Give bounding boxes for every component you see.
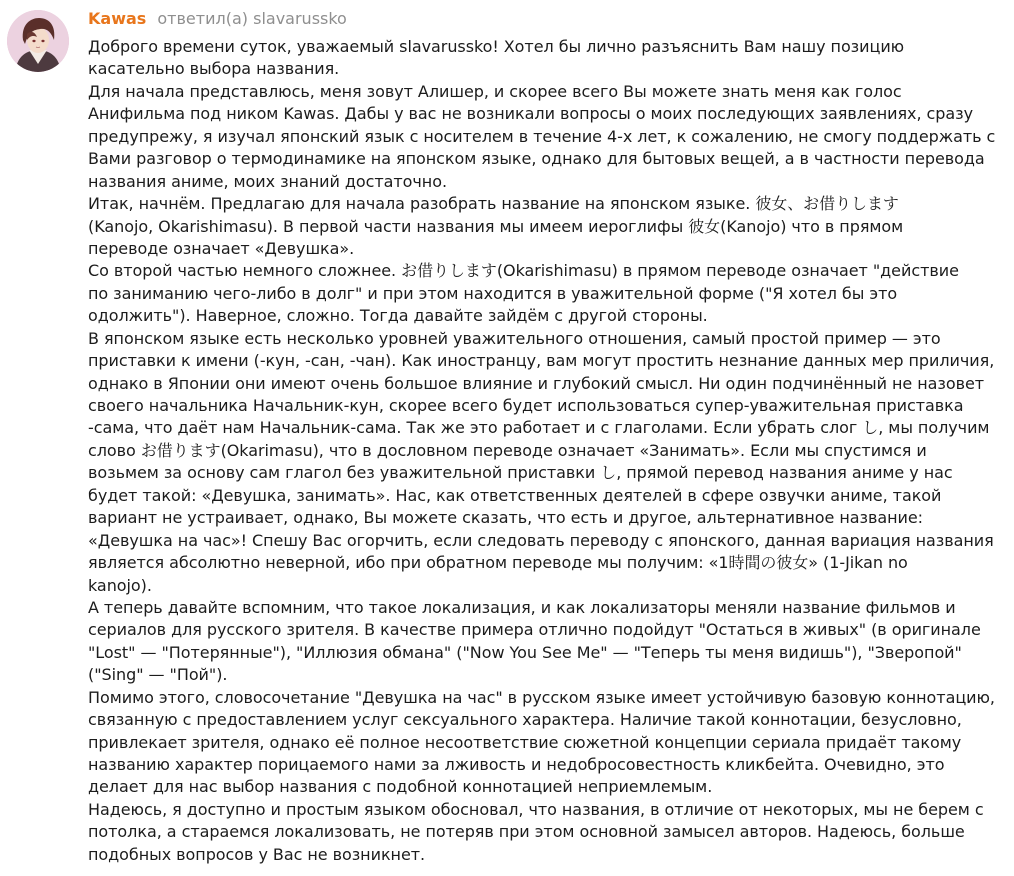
comment-line: привлекает зрителя, однако её полное несоответствие сюжетной концепции сериала придаёт такому — [88, 732, 962, 752]
comment-line: "Lost" — "Потерянные"), "Иллюзия обмана" ("Now You See Me" — "Теперь ты меня видишь"), "Зверопой" — [88, 642, 962, 662]
author-name[interactable]: Kawas — [88, 9, 147, 28]
comment-line: названия аниме, моих знаний достаточно. — [88, 171, 447, 191]
comment-line: связанную с предоставлением услуг сексуального характера. Наличие такой коннотации, безусловно, — [88, 710, 962, 730]
comment-line: -сама, что даёт нам Начальник-сама. Так же это работает и с глаголами. Если убрать слог し, мы получим — [88, 418, 990, 438]
comment-line: А теперь давайте вспомним, что такое локализация, и как локализаторы меняли название фильмов и — [88, 597, 956, 617]
user-avatar[interactable] — [7, 10, 69, 72]
comment-line: Доброго времени суток, уважаемый slavarussko! Хотел бы лично разъяснить Вам нашу позицию — [88, 37, 905, 56]
comment-line: «Девушка на час»! Спешу Вас огорчить, если следовать переводу с японского, данная вариация названия — [88, 530, 994, 550]
comment-line: будет такой: «Девушка, занимать». Нас, как ответственных деятелей в сфере озвучки аниме, такой — [88, 485, 942, 505]
comment-line: Для начала представлюсь, меня зовут Алишер, и скорее всего Вы можете знать меня как голос — [88, 81, 902, 101]
comment-line: Помимо этого, словосочетание "Девушка на час" в русском языке имеет устойчивую базовую коннотацию, — [88, 687, 995, 707]
comment-line: kanojo). — [88, 575, 152, 595]
comment-line: однако в Японии они имеют очень большое влияние и глубокий смысл. Ни один подчинённый не назовет — [88, 373, 985, 393]
comment-line: подобных вопросов у Вас не возникнет. — [88, 844, 426, 864]
comment-line: одолжить"). Наверное, сложно. Тогда давайте зайдём с другой стороны. — [88, 306, 708, 326]
reply-target-user[interactable]: slavarussko — [253, 9, 347, 28]
comment-line: по заниманию чего-либо в долг" и при этом находится в уважительной форме ("Я хотел бы это — [88, 283, 898, 303]
avatar-picture — [7, 10, 69, 72]
comment-line: потолка, а стараемся локализовать, не потеряв при этом основной замысел авторов. Надеюсь, больше — [88, 822, 965, 842]
comment-line: приставки к имени (-кун, -сан, -чан). Как иностранцу, вам могут простить незнание данных мер приличия, — [88, 351, 995, 371]
reply-label: ответил(а) — [157, 9, 249, 28]
comment-line: делает для нас выбор названия с подобной коннотацией неприемлемым. — [88, 777, 713, 797]
comment-header — [88, 8, 347, 30]
comment-line: Со второй частью немного сложнее. お借りします(Okarishimasu) в прямом переводе означает "действие — [88, 261, 959, 281]
comment-line: Надеюсь, я доступно и простым языком обосновал, что названия, в отличие от некоторых, мы не берем с — [88, 799, 984, 819]
comment-line: сериалов для русского зрителя. В качестве примера отлично подойдут "Остаться в живых" (в оригинале — [88, 620, 981, 640]
comment-line: переводе означает «Девушка». — [88, 238, 355, 258]
comment-line: Анифильма под ником Kawas. Дабы у вас не возникали вопросы о моих последующих заявлениях, сразу — [88, 104, 974, 124]
comment-line: Итак, начнём. Предлагаю для начала разобрать название на японском языке. 彼女、お借りします — [88, 194, 899, 214]
comment-line: слово お借ります(Okarimasu), что в дословном переводе означает «Занимать». Если мы спустимся и — [88, 440, 927, 460]
comment-line: своего начальника Начальник-кун, скорее всего будет использоваться супер-уважительная приставка — [88, 396, 964, 415]
comment-line: вариант не устраивает, однако, Вы можете сказать, что есть и другое, альтернативное название: — [88, 508, 924, 528]
comment-line: названию характер порицаемого нами за лживость и недобросовестность кликбейта. Очевидно, это — [88, 755, 945, 774]
comment-body — [88, 36, 1008, 866]
comment-line: является абсолютно неверной, ибо при обратном переводе мы получим: «1時間の彼女» (1-Jikan no — [88, 553, 908, 573]
comment-line: Вами разговор о термодинамике на японском языке, однако для бытовых вещей, а в частности перевода — [88, 149, 985, 169]
comment-line: ("Sing" — "Пой"). — [88, 665, 228, 685]
comment-line: (Kanojo, Okarishimasu). В первой части названия мы имеем иероглифы 彼女(Kanojo) что в прямом — [88, 216, 904, 236]
comment-line: предупрежу, я изучал японский язык с носителем в течение 4-х лет, к сожалению, не смогу поддержать с — [88, 126, 996, 146]
comment-line: возьмем за основу сам глагол без уважительной приставки し, прямой перевод названия аниме у нас — [88, 463, 953, 483]
comment-line: В японском языке есть несколько уровней уважительного отношения, самый простой пример — это — [88, 328, 941, 348]
comment-line: касательно выбора названия. — [88, 59, 340, 79]
